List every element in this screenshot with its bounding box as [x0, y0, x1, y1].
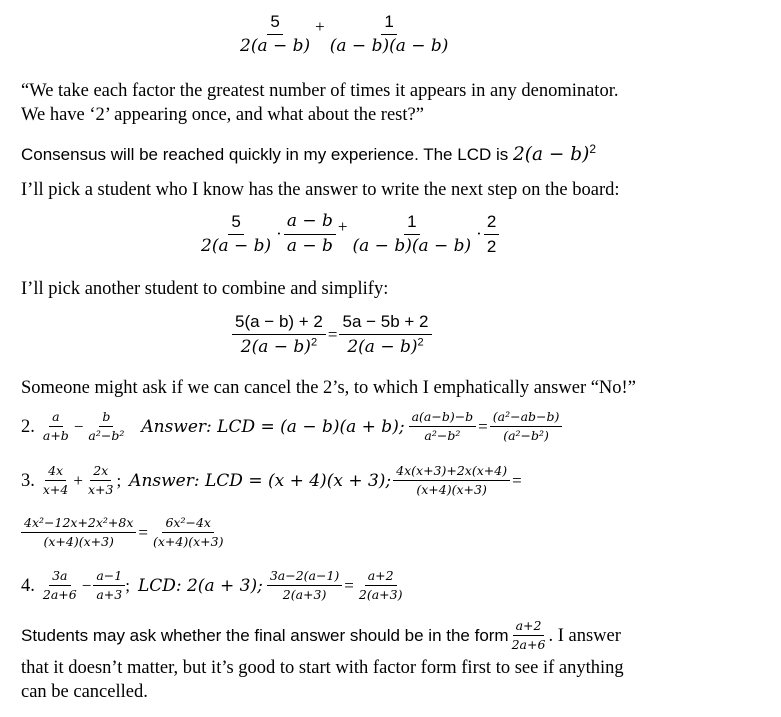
consensus-line: Consensus will be reached quickly in my experience. The LCD is $2(a - b)^2$	[21, 141, 597, 165]
exercise-3: 3. $\frac{4x}{x+4}$ + $\frac{2x}{x+3}$ ; Answer: LCD = (x + 4)(x + 3); $\frac{4x(x+3)+2x(x+4)}{(x+4)(x+3)}$ =	[21, 463, 522, 498]
plus-sign: +	[315, 17, 325, 37]
exercise-4: 4. $\frac{3a}{2a+6}$ − $\frac{a-1}{a+3}$ ; LCD: 2(a + 3); $\frac{3a-2(a-1)}{2(a+3)}$ = $\frac{a+2}{2(a+3)}$	[21, 568, 403, 603]
fraction: $\frac{5}{2(a - b)}$	[240, 12, 311, 56]
students-line: Students may ask whether the final answer should be in the form $\frac{a+2}{2a+6}$ . I answer	[21, 618, 621, 653]
fraction: $\frac{1}{(a - b)(a - b)}$	[329, 12, 449, 56]
quote-line-2: We have ‘2’ appearing once, and what about the rest?”	[21, 105, 424, 125]
quote-line-1: “We take each factor the greatest number of times it appears in any denominator.	[21, 81, 619, 101]
combine-line: I’ll pick another student to combine and simplify:	[21, 279, 389, 299]
equation-1	[237, 12, 451, 56]
exercise-2: 2. $\frac{a}{a+b}$ − $\frac{b}{\text{a²−b²}}$ Answer: LCD = (a − b)(a + b); $\frac{a(a-b)-b}{\text{a²−b²}}$ = $\frac{\text{(a²−ab−b)}}{\text{(a²−b²)}}$	[21, 410, 562, 444]
pick-student-line: I’ll pick a student who I know has the answer to write the next step on the board:	[21, 180, 620, 200]
cancel-line: Someone might ask if we can cancel the 2’s, to which I emphatically answer “No!”	[21, 378, 636, 398]
equation-2: $\frac{5}{2(a - b)}$ · $\frac{a - b}{a - b}$ + $\frac{1}{(a - b)(a - b)}$ · $\frac{2}{2}$	[198, 212, 499, 256]
final-line-1: that it doesn’t matter, but it’s good to start with factor form first to see if anything	[21, 658, 624, 678]
exercise-3-continued: $\frac{\text{4x²−12x+2x²+8x}}{(x+4)(x+3)}$ = $\frac{\text{6x²−4x}}{(x+4)(x+3)}$	[21, 516, 226, 550]
final-line-2: can be cancelled.	[21, 682, 148, 702]
equation-3: $\frac{5(a - b) + 2}{2(a - b)^2}$ = $\frac{5a - 5b + 2}{2(a - b)^2}$	[232, 312, 432, 357]
